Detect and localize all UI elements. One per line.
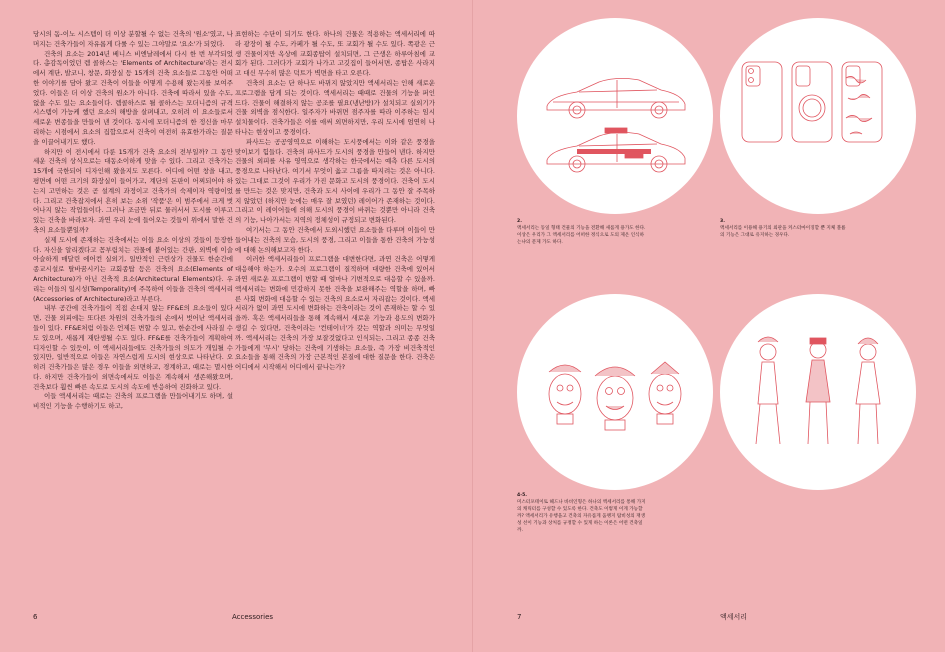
- caption-number: 3.: [720, 219, 725, 224]
- paragraph: 실제 도시에 존재하는 건축에서는 이들 요소 이상의 것들이 등장한다. 자신을 알리겠다고 꼼부림치는 건물에 붙어있는 간판, 외벽에 이슬아슬하게 매달린 에어컨 실외기, 일반적인 근린상가 건물도 한순간에 종교시설로 탈바꿈시키는 교회종탑 등은 건축의 요소(Elements of Architecture)가 아닌 건축적 요소(Architectural Elements)다. 우리는 이들의 일시성(Temporality)에 주목하여 이들을 건축의 액세서리(Accessories of Architecture)라고 부른다.: [33, 235, 233, 303]
- figure-4-circle: [517, 294, 713, 490]
- figure-caption-4-5: [517, 492, 647, 534]
- caption-text: 액세서리를 이용해 용기의 외관을 커스터마이징할 뿐 지체 볼륨의 기능은 그대로 유지하는 경우다.: [720, 226, 846, 238]
- caption-number: 2.: [517, 219, 522, 224]
- body-text-column-1: [33, 30, 233, 585]
- figure-5-circle: [720, 294, 916, 490]
- caption-number: 4-5.: [517, 493, 528, 498]
- running-head-right: 액세서리: [720, 613, 748, 621]
- flight-attendant-figures-icon: [720, 294, 916, 490]
- paragraph: 건축의 요소는 단 하나도 바뀌지 않았지만 액세서리는 인해 새로운 프로그램을 담게 되는 것이다. 액세서리는 때때로 건물의 기능을 퍼인드다. 건물이 해결하지 않는 공조를 필요(냉난방)가 설치되고 실외기가 건물 외벽을 점식한다. 일주자가 바뀌면 점주자를 따라 이주하는 임시 설치물이다. 건축가들은 이를 애써 외면하지만, 우리 도시에 엄연히 나타나는 현상이고 풍경이다.: [235, 78, 435, 136]
- gutter: [472, 0, 473, 652]
- figure-caption-2: [517, 218, 647, 246]
- body-text-column-2: [235, 30, 435, 510]
- figure-2-circle: [517, 18, 713, 214]
- running-head-left: Accessories: [232, 613, 274, 621]
- phone-case-icon: [720, 18, 916, 214]
- page-folio-right: 7: [517, 613, 522, 621]
- paragraph: 파사드는 공공영역으로 이해하는 도시풍에서는 이와 같은 풍경을 맞이보기 힘들다. 건축의 파사드가 도시의 풍경을 만들어 낸다. 하지만 건물의 외피를 사유 영역으로 생각하는 한국에서는 예측 다른 도시의 풍경으로 나타난다. 여기서 무엇이 옳고 그름을 따지려는 것은 아니다. 있는 그대로 그것이 우리가 가진 문화고 도시의 풍경이다. 건축이 도시를 만드는 것은 맞지만, 건축과 도시 사이에 우리가 그 동안 잘 주목하지 않았던 (하지만 눈에는 매우 잘 보였던) 레이어가 존재하는 것이다. 그리고 이 레이어들에 의해 도시의 풍경이 바뀌는 것뿐만 아니라 건축의 기능, 나아가서는 지역의 정체성이 규정되고 변화된다.: [235, 137, 435, 225]
- caption-text: 액세서리는 동일 형태 건물의 기능을 전환해 새롭게 용가도 한다. 이상은 우리가 그 액세서리를 어떠한 정식으로 도의 제온 인식하는냐의 문제 가도 하다.: [517, 226, 646, 245]
- paragraph: 내부 공간에 건축가들이 직접 손대지 않는 FF&E의 요소들이 있다면, 건물 외피에는 또다른 차원의 건축가들의 손에서 벗어난 액세서리들이 있다. FF&E처럼 이들은 언제든 변할 수 있고, 한순간에 사라질 수도 있으며, 새롭게 재탄생될 수도 있다. FF&E를 건축가들이 계획하여 디자인할 수 있듯이, 이 액세서리들에도 건축가들의 의도가 개입될 수 있지만, 일반적으로 이들은 자연스럽게 도시의 현상으로 나타난다. 오히려 건축가들은 많은 경우 이들을 외면하고, 경계하고, 때로는 멸시한다. 하지만 건축가들이 외면속에서도 이들은 계속해서 생존해왔으며, 건축보다 훨씬 빠른 속도로 도시의 속도에 반응하여 진화하고 있다.: [33, 304, 233, 391]
- figure-caption-3: [720, 218, 850, 239]
- toy-figures-icon: [517, 294, 713, 490]
- paragraph: 건축의 요소는 2014년 베니스 비엔날레에서 다시 한 번 부각되었다. 총감독이었던 렘 콜하스는 'Elements of Architecture'라는 전시에서 계단, 발코니, 창문, 화장실 등 15개의 건축 요소들로 그동안 어떠한 이야기를 담아 왔고 건축이 이들을 어떻게 수용해 왔는지를 보여주었다. 이들은 더 이상 건축의 원소가 아니다. 건축에 따라서 있을 수도, 없을 수도 있는 요소들이다. 렘콜하스로 될 콜하스는 모더니즘의 규격 시스템이 가능케 했던 요소의 해방을 살펴내고, 오히려 이 요소들로서 세로운 변종들을 만들어 낸 것이다. 동시에 모더니즘의 한 정신을 마무리하는 시점에서 요소의 집합으로서 건축이 여전히 유효한가라는 질문을 이끌어내기도 했다.: [33, 49, 233, 146]
- paragraph: 이러한 액세서리들이 프로그램을 대변한다면, 과연 건축은 어떻게 대응해야 하는가. 오수의 프로그램이 질적하며 대량한 건축에 있어서 과연 새로운 프로그램이 변할 때 얼마나 기변적으로 대응할 수 있을까. 액세서리는 변화에 민감하지 못한 건축을 보완해주는 역할을 하며, 빠른 사회 변화에 대응할 수 있는 건축의 요소로서 자리잡는 것이다. 액세서리가 없이 과연 도시에 변화하는 건축이라는 것이 존재하는 할 수 있을까. 혹은 액세서리들을 통해 계속해서 새로운 기능과 용도의 변화가 생길 수 있다면, 건축이라는 '컨테이너'가 갖는 역할과 의미는 무엇일까. 액세서리는 건축의 가장 보잘것없다고 인식되는, 그리고 종종 건축가들에게 '무시' 당하는 건축에 기생하는 요소들, 즉 가장 비건축적인 요소들을 통해 건축의 가장 근본적인 본질에 대한 질문을 한다. 건축은 어디에서 시작해서 어디에서 끝나는가?: [235, 255, 435, 372]
- police-car-icon: [517, 18, 713, 214]
- page-folio-left: 6: [33, 613, 38, 621]
- paragraph: 표현하는 수단이 되기도 한다. 하나의 건물은 적용하는 액세서리에 따라 광장이 될 수도, 카페가 될 수도, 또 교회가 될 수도 있다. 쪽광은 근생 건물이지만 옥상에 교회종탑이 설치되면, 그 근생은 하루아침에 교회가 된다. 그러다가 교회가 나가고 고깃집이 들어서면, 종탑은 사라지고 대신 무수히 많은 덕트가 벽면을 타고 오른다.: [235, 30, 435, 78]
- paragraph: 하지만 이 전시에서 다룬 15개가 건축 요소의 전부일까? 그 동안 세운 건축의 상식으로는 대동소이하게 맞을 수 있다. 그리고 건축가는 15개에 국한되어 디자인해 왔을지도 모른다. 어디에 어떤 창을 내고, 평면에 어떤 크기의 화장실이 들어가고, 계단의 돈판이 어찌되어야 하는지 고민하는 것은 곧 설계의 과정이고 건축가의 숙제이자 역량이었다. 그리고 건축잡지에서 흔히 보는 소위 '작품'은 이 범주에서 크게 벗어나지 않는 작업들이다. 그러나 조금만 뒤로 물러서서 도시를 이루고 있는 건축을 바라보자. 과연 우리 눈에 들어오는 것들이 위에서 말한 건축의 요소들뿐일까?: [33, 147, 233, 234]
- figure-3-circle: [720, 18, 916, 214]
- paragraph: 여기서는 그 동안 건축에서 도외시했던 요소들을 다루며 이들이 만들어내는 건축의 모습, 도시의 풍경, 그리고 이들을 통한 건축의 가능성에 대해 논의해보고자 한다.: [235, 225, 435, 254]
- paragraph: 당시의 돔-이노 시스템이 더 이상 분할될 수 없는 건축의 '원소'였고, 나머지는 건축가들이 자유롭게 다룰 수 있는 그야말로 '요소'가 되었다.: [33, 30, 233, 48]
- caption-text: 미스터포테이토 헤드나 바비인형은 하나의 액세서리를 통해 가지의 캐릭터를 구성할 수 있도록 한다. 건축도 이렇게 이게 가능할까? 액세서리가 유행을고 건축의 자유롭게 움맹지 탐비성의 재생성 선이 기능과 상처를 규정할 수 있게 하는 이론은 어떤 건축일까.: [517, 500, 646, 533]
- paragraph: 이들 액세서리는 때로는 건축의 프로그램을 만들어내기도 하며, 설비적인 기능을 수행하기도 하고,: [33, 392, 233, 411]
